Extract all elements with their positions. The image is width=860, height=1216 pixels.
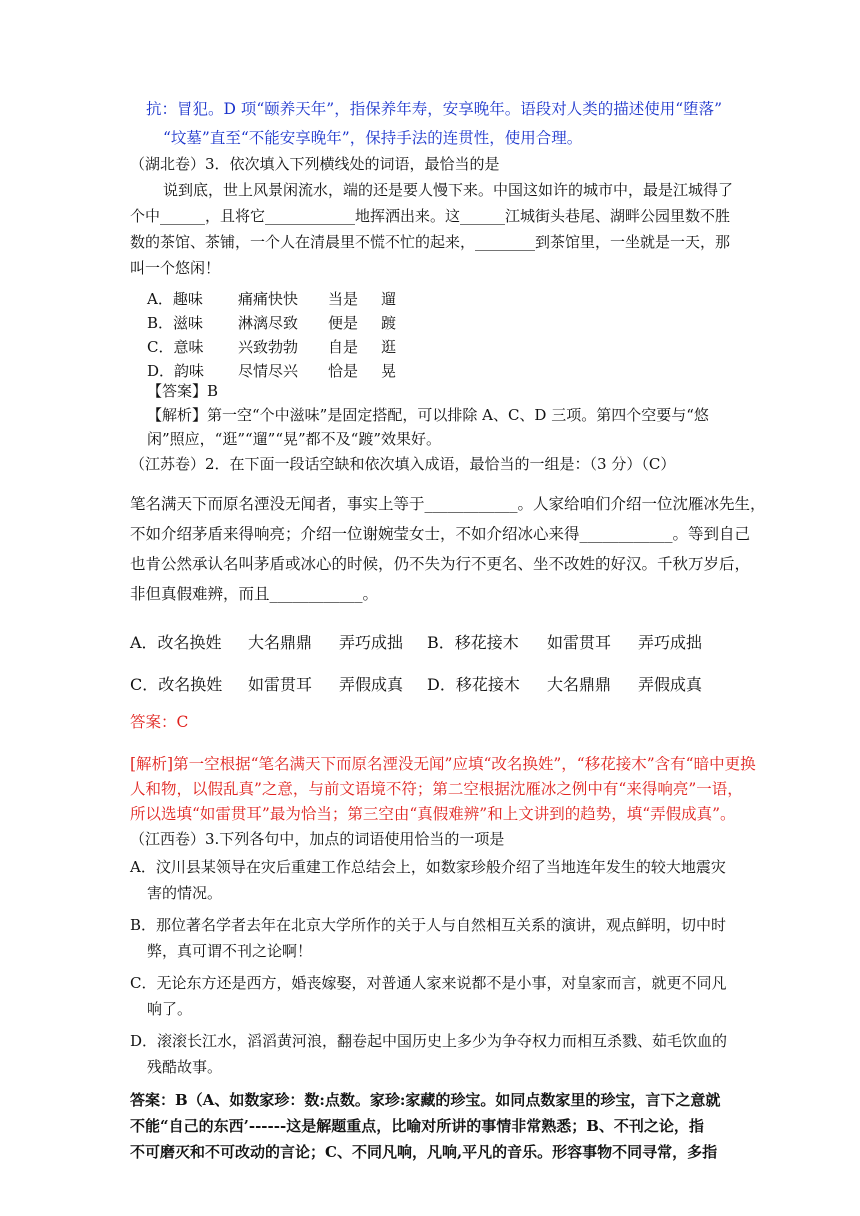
jiangxi-option-c-2: 响了。 bbox=[147, 1000, 193, 1018]
jiangsu-analysis-1: [解析]第一空根据“笔名满天下而原名湮没无闻”应填“改名换姓”，“移花接木”含有“暗中更换 bbox=[130, 755, 756, 773]
jiangxi-answer-2: 不能“自己的东西’------这是解题重点，比喻对所讲的事情非常熟悉；B、不刊之论，指 bbox=[130, 1117, 704, 1135]
jiangsu-para-2: 不如介绍茅盾来得响亮；介绍一位谢婉莹女士，不如介绍冰心来得____________。等到自己 bbox=[130, 525, 751, 543]
jiangxi-option-a-2: 害的情况。 bbox=[147, 884, 223, 902]
jiangxi-answer-3: 不可磨灭和不可改动的言论；C、不同凡响，凡响,平凡的音乐。形容事物不同寻常，多指 bbox=[130, 1143, 718, 1161]
jiangsu-analysis-2: 人和物，以假乱真”之意，与前文语境不符；第二空根据沈雁冰之例中有“来得响亮”一语， bbox=[130, 780, 743, 798]
jiangxi-option-d-1: D．滚滚长江水，滔滔黄河浪，翻卷起中国历史上多少为争夺权力而相互杀戮、茹毛饮血的 bbox=[130, 1032, 728, 1050]
intro-line-2: “坟墓”直至“不能安享晚年”，保持手法的连贯性，使用合理。 bbox=[163, 129, 583, 147]
jiangsu-para-3: 也肯公然承认名叫茅盾或冰心的时候，仍不失为行不更名、坐不改姓的好汉。千秋万岁后， bbox=[130, 555, 751, 573]
jiangxi-option-b-1: B．那位著名学者去年在北京大学所作的关于人与自然相互关系的演讲，观点鲜明，切中时 bbox=[130, 916, 727, 934]
jiangxi-option-d-2: 残酷故事。 bbox=[147, 1058, 223, 1076]
jiangsu-analysis-3: 所以选填“如雷贯耳”最为恰当；第三空由“真假难辨”和上文讲到的趋势，填“弄假成真”。 bbox=[130, 805, 736, 823]
hubei-analysis-2: 闲”照应，“逛”“遛”“晃”都不及“踱”效果好。 bbox=[147, 430, 442, 448]
jiangxi-option-a-1: A．汶川县某领导在灾后重建工作总结会上，如数家珍般介绍了当地连年发生的较大地震灾 bbox=[130, 858, 726, 876]
hubei-para-4: 叫一个悠闲！ bbox=[130, 259, 221, 277]
jiangxi-header: （江西卷）3.下列各句中，加点的词语使用恰当的一项是 bbox=[130, 830, 505, 848]
jiangsu-header: （江苏卷）2．在下面一段话空缺和依次填入成语，最恰当的一组是：（3 分）（C） bbox=[130, 455, 676, 473]
hubei-analysis-1: 【解析】第一空“个中滋味”是固定搭配，可以排除 A、C、D 三项。第四个空要与“悠 bbox=[147, 406, 709, 424]
hubei-para-1: 说到底，世上风景闲流水，端的还是要人慢下来。中国这如许的城市中，最是江城得了 bbox=[163, 181, 734, 199]
hubei-header: （湖北卷）3．依次填入下列横线处的词语，最恰当的是 bbox=[130, 155, 500, 173]
jiangxi-option-c-1: C．无论东方还是西方，婚丧嫁娶，对普通人家来说都不是小事，对皇家而言，就更不同凡 bbox=[130, 974, 727, 992]
document-page: 抗：冒犯。D 项“颐养天年”，指保养年寿，安享晚年。语段对人类的描述使用“堕落” “坟墓”直至“不能安享晚年”，保持手法的连贯性，使用合理。 （湖北卷）3．依次填入下列横线处的词语，最恰当的是 说到底，世上风景闲流水，端的还是要人慢下来。中国这如许的城市中，最是江城得了 个中______，且将它____________地挥洒出来。这______江城街头巷尾、湖畔公园里数不胜 数的茶馆、茶铺，一个人在清晨里不慌不忙的起来，________到茶馆里，一坐就是一天，那 叫一个悠闲！ A．趣味 痛痛快快 当是 遛 B．滋味 淋漓尽致 便是 踱 C．意味 兴致勃勃 自是 逛 D．韵味 尽情尽兴 恰是 晃 【答案】B 【解析】第一空“个中滋味”是固定搭配，可以排除 A、C、D 三项。第四个空要与“悠 闲”照应，“逛”“遛”“晃”都不及“踱”效果好。 （江苏卷）2．在下面一段话空缺和依次填入成语，最恰当的一组是：（3 分）（C） 笔名满天下而原名湮没无闻者，事实上等于____________。人家给咱们介绍一位沈雁冰先生， 不如介绍茅盾来得响亮；介绍一位谢婉莹女士，不如介绍冰心来得____________。等到自己 也肯公然承认名叫茅盾或冰心的时候，仍不失为行不更名、坐不改姓的好汉。千秋万岁后， 非但真假难辨，而且____________。 A．改名换姓 大名鼎鼎 弄巧成拙 B．移花接木 如雷贯耳 弄巧成拙 C．改名换姓 如雷贯耳 弄假成真 D．移花接木 大名鼎鼎 弄假成真 答案：C [解析]第一空根据“笔名满天下而原名湮没无闻”应填“改名换姓”，“移花接木”含有“暗中更换 人和物，以假乱真”之意，与前文语境不符；第二空根据沈雁冰之例中有“来得响亮”一语， 所以选填“如雷贯耳”最为恰当；第三空由“真假难辨”和上文讲到的趋势，填“弄假成真”。 （江西卷）3.下列各句中，加点的词语使用恰当的一项是 A．汶川县某领导在灾后重建工作总结会上，如数家珍般介绍了当地连年发生的较大地震灾 害的情况。 B．那位著名学者去年在北京大学所作的关于人与自然相互关系的演讲，观点鲜明，切中时 弊，真可谓不刊之论啊！ C．无论东方还是西方，婚丧嫁娶，对普通人家来说都不是小事，对皇家而言，就更不同凡 响了。 D．滚滚长江水，滔滔黄河浪，翻卷起中国历史上多少为争夺权力而相互杀戮、茹毛饮血的 残酷故事。 答案：B（A、如数家珍：数:点数。家珍:家藏的珍宝。如同点数家里的珍宝，言下之意就 不能“自己的东西’------这是解题重点，比喻对所讲的事情非常熟悉；B、不刊之论，指 不可磨灭和不可改动的言论；C、不同凡响，凡响,平凡的音乐。形容事物不同寻常，多指 bbox=[130, 100, 766, 1161]
jiangsu-answer: 答案：C bbox=[130, 713, 189, 731]
jiangsu-para-1: 笔名满天下而原名湮没无闻者，事实上等于____________。人家给咱们介绍一位沈雁冰先生， bbox=[130, 495, 766, 513]
intro-line-1: 抗：冒犯。D 项“颐养天年”，指保养年寿，安享晚年。语段对人类的描述使用“堕落” bbox=[146, 100, 723, 118]
hubei-answer: 【答案】B bbox=[147, 382, 219, 400]
hubei-para-2: 个中______，且将它____________地挥洒出来。这______江城街头巷尾、湖畔公园里数不胜 bbox=[130, 207, 731, 225]
jiangsu-para-4: 非但真假难辨，而且____________。 bbox=[130, 585, 379, 603]
jiangxi-option-b-2: 弊，真可谓不刊之论啊！ bbox=[147, 942, 313, 960]
hubei-para-3: 数的茶馆、茶铺，一个人在清晨里不慌不忙的起来，________到茶馆里，一坐就是一天，那 bbox=[130, 233, 731, 251]
jiangxi-answer-1: 答案：B（A、如数家珍：数:点数。家珍:家藏的珍宝。如同点数家里的珍宝，言下之意就 bbox=[130, 1091, 721, 1109]
